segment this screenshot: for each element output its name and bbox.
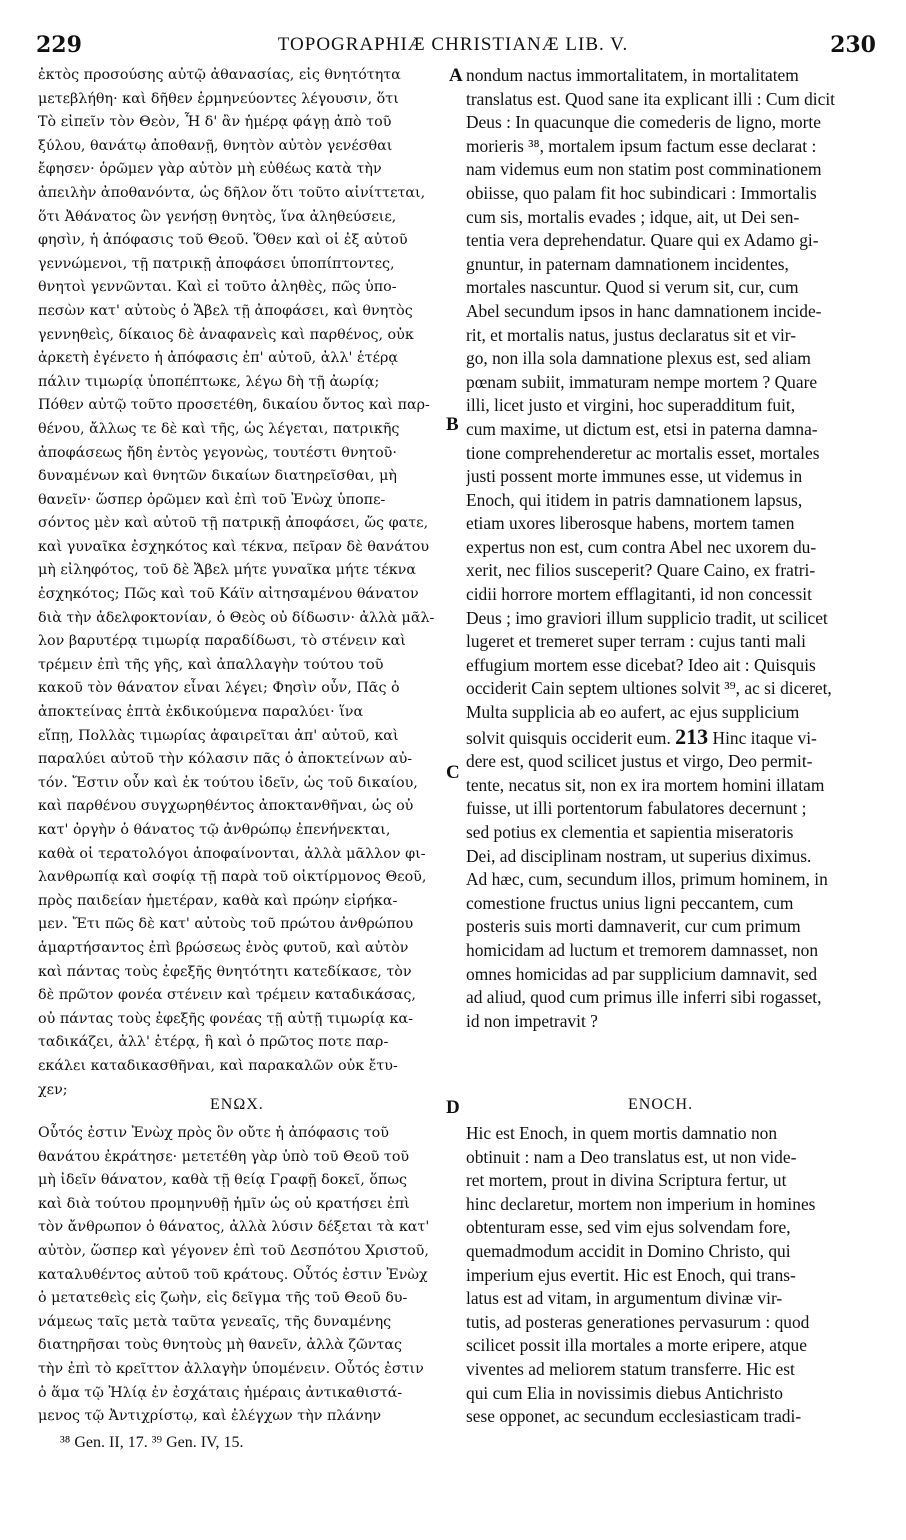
text-line: ὅτι Ἀθάνατος ὢν γενήσῃ θνητὸς, ἵνα ἀληθεύσειε, xyxy=(38,208,397,225)
text-line xyxy=(466,559,874,583)
text-line: γεννηθεὶς, δίκαιος δὲ ἀναφανεὶς καὶ παρθένος, οὐκ xyxy=(38,326,414,343)
text-line xyxy=(466,868,874,892)
text-line-content: mortales nascuntur. Quod si verum sit, cur, cum xyxy=(466,277,799,298)
text-line: αὐτὸν, ὥσπερ καὶ γέγονεν ἐπὶ τοῦ Δεσπότου Χριστοῦ, xyxy=(38,1242,429,1259)
text-line: καταλυθέντος αὐτοῦ τοῦ κράτους. Οὗτός ἐστιν Ἐνὼχ xyxy=(38,1266,428,1283)
text-line xyxy=(466,442,874,466)
text-line: μὴ ἰδεῖν θάνατον, καθὰ τῇ θείᾳ Γραφῇ δοκεῖ, ὅπως xyxy=(38,1172,408,1189)
text-line-content: tente, necatus sit, non ex ira mortem homini illatam xyxy=(466,774,825,795)
text-line-content: justi possent morte immunes esse, ut videmus in xyxy=(466,466,803,487)
text-line: διατηρῆσαι τοὺς θνητοὺς μὴ θανεῖν, ἀλλὰ ζῶντας xyxy=(38,1337,403,1354)
text-line: ὁ ἅμα τῷ Ἠλίᾳ ἐν ἐσχάταις ἡμέραις ἀντικαθιστά- xyxy=(38,1384,403,1401)
text-line: πάλιν τιμωρίᾳ ὑποπέπτωκε, λέγω δὴ τῇ ἀωρίᾳ; xyxy=(38,373,380,390)
text-line xyxy=(466,607,874,631)
text-line: ταδικάζει, ἀλλ' ἑτέρᾳ, ἣ καὶ ὁ πρῶτος ποτε παρ- xyxy=(38,1034,389,1051)
text-line-content: effugium mortem esse dicebat? Ideo ait : Quisquis xyxy=(466,654,816,675)
text-line: χεν; xyxy=(38,1081,68,1098)
text-line xyxy=(466,1010,874,1034)
text-line-content: tione comprehenderetur ac mortalis esset, mortales xyxy=(466,442,820,463)
text-line: μεν. Ἔτι πῶς δὲ κατ' αὐτοὺς τοῦ πρώτου ἀνθρώπου xyxy=(38,916,414,933)
text-line-content: Multa supplicia ab eo aufert, ac ejus supplicium xyxy=(466,702,800,723)
text-line: quemadmodum accidit in Domino Christo, qui xyxy=(466,1240,791,1261)
text-line: φησὶν, ἡ ἀπόφασις τοῦ Θεοῦ. Ὅθεν καὶ οἱ ἐξ αὐτοῦ xyxy=(38,232,408,249)
text-line: qui cum Elia in novissimis diebus Antichristo xyxy=(466,1382,783,1403)
text-line-content: translatus est. Quod sane ita explicant illi : Cum dicit xyxy=(466,88,835,109)
text-line: Hic est Enoch, in quem mortis damnatio non xyxy=(466,1123,778,1143)
text-line: νάμεως ταῖς μετὰ ταῦτα γενεαῖς, τῆς δυναμένης xyxy=(38,1313,392,1330)
text-line: παραλύει αὐτοῦ τὴν κόλασιν πᾶς ὁ ἀποκτείνων αὐ- xyxy=(38,751,413,768)
text-line xyxy=(466,654,874,678)
text-line: λανθρωπίᾳ καὶ σοφίᾳ τῇ παρὰ τοῦ οἰκτίρμονος Θεοῦ, xyxy=(38,869,427,886)
text-line xyxy=(466,300,874,324)
text-line-content: rit, et mortalis natus, justus declaratus sit et vir- xyxy=(466,324,797,345)
text-line: πεσὼν κατ' αὐτοὺς ὁ Ἄβελ τῇ ἀποφάσει, καὶ θνητὸς xyxy=(38,302,413,319)
text-line xyxy=(466,821,874,845)
text-line-content: illi, licet justo et virgini, hoc superadditum fuit, xyxy=(466,395,796,416)
text-line: Τὸ εἰπεῖν τὸν Θεὸν, Ἧ δ' ἂν ἡμέρᾳ φάγῃ ἀπὸ τοῦ xyxy=(38,114,392,131)
text-line: Οὗτός ἐστιν Ἐνὼχ πρὸς ὃν οὔτε ἡ ἀπόφασις τοῦ xyxy=(38,1125,389,1141)
text-line xyxy=(466,465,874,489)
section-heading-greek: ΕΝΩΧ. xyxy=(210,1096,264,1113)
text-line-content: homicidam ad luctum et tremorem damnasset, non xyxy=(466,939,819,960)
section-marker-d: D xyxy=(446,1097,460,1118)
text-line xyxy=(466,892,874,916)
text-line: δυναμένων καὶ θνητῶν δικαίων διατηρεῖσθαι, μὴ xyxy=(38,468,397,485)
text-line-content: nondum nactus immortalitatem, in mortalitatem xyxy=(466,65,799,85)
text-line: εἴπῃ, Πολλὰς τιμωρίας ἀφαιρεῖται ἀπ' αὐτοῦ, καὶ xyxy=(38,727,399,744)
text-line: ἔφησεν· ὁρῶμεν γὰρ αὐτὸν μὴ εὐθέως κατὰ τὴν xyxy=(38,161,382,178)
text-line: Πόθεν αὐτῷ τοῦτο προσετέθη, δικαίου ὄντος καὶ παρ- xyxy=(38,397,430,414)
text-line-content: Ad hæc, cum, secundum illos, primum hominem, in xyxy=(466,869,828,890)
text-line-content: posteris suis morti damnaverit, cur cum primum xyxy=(466,916,801,937)
text-line-content: expertus non est, cum contra Abel nec uxorem du- xyxy=(466,536,817,557)
text-line-content: morieris ³⁸, mortalem ipsum factum esse declarat : xyxy=(466,135,817,156)
greek-column-bottom xyxy=(38,1122,448,1429)
margin-number: 213 xyxy=(675,724,709,749)
text-line: κατ' ὀργὴν ὁ θάνατος τῷ ἀνθρώπῳ ἐπενήνεκται, xyxy=(38,822,391,838)
running-title: TOPOGRAPHIÆ CHRISTIANÆ LIB. V. xyxy=(277,34,629,55)
text-line: obtinuit : nam a Deo translatus est, ut non vide- xyxy=(466,1146,797,1167)
text-line: τὸν ἄνθρωπον ὁ θάνατος, ἀλλὰ λύσιν δέξεται τὰ κατ' xyxy=(38,1219,430,1236)
text-line xyxy=(466,677,874,701)
text-line xyxy=(466,489,874,513)
text-line: τὴν ἐπὶ τὸ κρεῖττον ἀλλαγὴν ὑπομένειν. Οὗτός ἐστιν xyxy=(38,1360,424,1377)
text-line-content: id non impetravit ? xyxy=(466,1010,598,1031)
text-line: ξύλου, θανάτῳ ἀποθανῇ, θνητὸν αὐτὸν γενέσθαι xyxy=(38,137,393,154)
text-line xyxy=(466,371,874,395)
text-line-content: Hinc itaque vi- xyxy=(712,727,817,748)
text-line: sese opponet, ac secundum ecclesiasticam tradi- xyxy=(466,1406,802,1427)
text-line: obtenturam esse, sed vim ejus solvendam fore, xyxy=(466,1217,791,1238)
text-line xyxy=(466,88,874,112)
text-line xyxy=(466,182,874,206)
text-line: ἐκτὸς προσούσης αὐτῷ ἀθανασίας, εἰς θνητότητα xyxy=(38,67,401,83)
text-line: latus est ad vitam, in argumentum divinæ vir- xyxy=(466,1288,783,1309)
latin-column-bottom xyxy=(466,1122,874,1429)
text-line: καθὰ οἱ τερατολόγοι ἀποφαίνονται, ἀλλὰ μᾶλλον φι- xyxy=(38,845,426,862)
text-line: μενος τῷ Ἀντιχρίστῳ, καὶ ἐλέγχων τὴν πλάνην xyxy=(38,1408,382,1425)
text-line xyxy=(466,750,874,774)
text-line: θανάτου ἐκράτησε· μετετέθη γὰρ ὑπὸ τοῦ Θεοῦ τοῦ xyxy=(38,1148,410,1165)
text-line: κακοῦ τὸν θάνατον εἶναι λέγει; Φησὶν οὖν, Πᾶς ὁ xyxy=(38,680,400,697)
text-line-content: Abel secundum ipsos in hanc damnationem incide- xyxy=(466,300,822,321)
page-number-right: 230 xyxy=(830,32,876,58)
text-line: σόντος μὲν καὶ αὐτοῦ τῇ πατρικῇ ἀποφάσει, ὥς φατε, xyxy=(38,515,429,532)
text-line xyxy=(466,986,874,1010)
text-line-content: occiderit Cain septem ultiones solvit ³⁹, ac si diceret, xyxy=(466,678,832,699)
text-line-content: gnuntur, in paternam damnationem incidentes, xyxy=(466,253,789,274)
text-line-content: comestione fructus unius ligni peccantem, cum xyxy=(466,892,794,913)
text-line-content: Enoch, qui itidem in patris damnationem lapsus, xyxy=(466,489,803,510)
text-line xyxy=(466,725,874,751)
text-line xyxy=(466,276,874,300)
page-number-left: 229 xyxy=(36,32,82,58)
text-line xyxy=(466,324,874,348)
text-line-content: Deus ; imo graviori illum supplicio tradit, ut scilicet xyxy=(466,607,828,628)
text-line-content: solvit quisquis occiderit eum. xyxy=(466,727,671,748)
text-line xyxy=(466,418,874,442)
text-line: καὶ γυναῖκα ἐσχηκότος καὶ τέκνα, πεῖραν δὲ θανάτου xyxy=(38,538,430,555)
text-line-content: cum sis, mortalis evades ; idque, ait, ut Dei sen- xyxy=(466,206,800,227)
text-line xyxy=(466,135,874,159)
text-line-content: omnes homicidas ad par supplicium damnavit, sed xyxy=(466,963,818,984)
text-line-content: cidii horrore mortem efflagitanti, id non concessit xyxy=(466,584,812,605)
text-line: καὶ διὰ τούτου προμηνυθῇ ἡμῖν ὡς οὐ κρατήσει ἐπὶ xyxy=(38,1195,410,1212)
text-line-content: dere est, quod scilicet justus et virgo, Deo permit- xyxy=(466,751,813,772)
text-line: ret mortem, prout in divina Scriptura fertur, ut xyxy=(466,1170,787,1191)
greek-column-top xyxy=(38,64,448,1102)
text-line-content: Dei, ad disciplinam nostram, ut superius diximus. xyxy=(466,845,812,866)
text-line: ἀποκτείνας ἑπτὰ ἐκδικούμενα παραλύει· ἵνα xyxy=(38,704,364,721)
section-marker-b: B xyxy=(446,414,459,435)
text-line: θανεῖν· ὥσπερ ὁρῶμεν καὶ ἐπὶ τοῦ Ἐνὼχ ὑποπε- xyxy=(38,491,386,508)
text-line: εκάλει καταδικασθῆναι, καὶ παρακαλῶν οὐκ ἔτυ- xyxy=(38,1057,398,1074)
text-line-content: obiisse, quo palam fit hoc subindicari : Immortalis xyxy=(466,182,817,203)
text-line-content: sed potius ex clementia et sapientia miseratoris xyxy=(466,822,794,842)
section-marker-a: A xyxy=(449,65,463,86)
text-line xyxy=(466,701,874,725)
text-line xyxy=(466,774,874,798)
page-header xyxy=(30,32,876,62)
text-line xyxy=(466,845,874,869)
text-line: ἀπειλὴν ἀποθανόντα, ὡς δῆλον ὅτι τοῦτο αἰνίττεται, xyxy=(38,184,426,201)
text-line: hinc declaretur, mortem non imperium in homines xyxy=(466,1193,816,1214)
text-line-content: etiam uxores liberosque habens, mortem tamen xyxy=(466,513,795,534)
text-line xyxy=(466,206,874,230)
text-line-content: cum maxime, ut dictum est, etsi in paterna damna- xyxy=(466,418,818,439)
text-line: καὶ πάντας τοὺς ἐφεξῆς θνητότητι κατεδίκασε, τὸν xyxy=(38,963,412,980)
text-line: viventes ad meliorem statum transferre. Hic est xyxy=(466,1358,795,1379)
text-line xyxy=(466,536,874,560)
text-line: θνητοὶ γεννῶνται. Καὶ εἰ τοῦτο ἀληθὲς, πῶς ὑπο- xyxy=(38,279,397,296)
text-line: ἀρκετὴ ἐγένετο ἡ ἀπόφασις ἐπ' αὐτοῦ, ἀλλ' ἑτέρᾳ xyxy=(38,350,399,367)
text-line xyxy=(466,64,874,88)
text-line: ὁ μετατεθεὶς εἰς ζωὴν, εἰς δεῖγμα τῆς τοῦ Θεοῦ δυ- xyxy=(38,1290,408,1307)
text-line-content: nam videmus eum non statim post comminationem xyxy=(466,159,822,180)
text-line xyxy=(466,347,874,371)
text-line xyxy=(466,158,874,182)
text-line: ἐσχηκότος; Πῶς καὶ τοῦ Κάϊν αἰτησαμένου θάνατον xyxy=(38,586,419,603)
text-line-content: ad aliud, quod cum primus ille inferri sibi rogasset, xyxy=(466,987,822,1008)
text-line xyxy=(466,229,874,253)
text-line: οὐ πάντας τοὺς ἐφεξῆς φονέας τῇ αὐτῇ τιμωρίᾳ κα- xyxy=(38,1010,413,1027)
text-line: scilicet possit illa mortales a morte eripere, atque xyxy=(466,1335,807,1356)
text-line: καὶ παρθένου συγχωρηθέντος ἀποκτανθῆναι, ὡς οὐ xyxy=(38,798,414,815)
footnotes: ³⁸ Gen. II, 17. ³⁹ Gen. IV, 15. xyxy=(60,1434,244,1451)
text-line: ἁμαρτήσαντος ἐπὶ βρώσεως ἑνὸς φυτοῦ, καὶ αὐτὸν xyxy=(38,939,409,956)
section-marker-c: C xyxy=(446,762,460,783)
text-line xyxy=(466,797,874,821)
text-line-content: lugeret et tremeret super terram : cujus tanti mali xyxy=(466,631,806,652)
text-line xyxy=(466,394,874,418)
text-line xyxy=(466,512,874,536)
text-line xyxy=(466,630,874,654)
text-line xyxy=(466,963,874,987)
text-line-content: xerit, nec filios susceperit? Quare Caino, ex fratri- xyxy=(466,560,816,581)
text-line: δὲ πρῶτον φονέα στένειν καὶ τρέμειν καταδικάσας, xyxy=(38,987,416,1004)
text-line: γεννώμενοι, τῇ πατρικῇ ἀποφάσει ὑποπίπτοντες, xyxy=(38,255,395,272)
text-line: θένου, ἄλλως τε δὲ καὶ τῆς, ὡς λέγεται, πατρικῆς xyxy=(38,420,400,437)
text-line-content: fuisse, ut illi portentorum fabulatores decernunt ; xyxy=(466,798,807,819)
text-line: τόν. Ἔστιν οὖν καὶ ἐκ τούτου ἰδεῖν, ὡς τοῦ δικαίου, xyxy=(38,774,418,791)
text-line: imperium ejus evertit. Hic est Enoch, qui trans- xyxy=(466,1264,796,1285)
text-line: tutis, ad posteras generationes pervasurum : quod xyxy=(466,1311,810,1332)
text-line xyxy=(466,111,874,135)
text-line: μετεβλήθη· καὶ δῆθεν ἑρμηνεύοντες λέγουσιν, ὅτι xyxy=(38,90,399,107)
text-line xyxy=(466,583,874,607)
text-line xyxy=(466,253,874,277)
text-line: τρέμειν ἐπὶ τῆς γῆς, καὶ ἀπαλλαγὴν τούτου τοῦ xyxy=(38,656,384,673)
text-line xyxy=(466,915,874,939)
text-line: διὰ τὴν ἀδελφοκτονίαν, ὁ Θεὸς οὐ δίδωσιν· ἀλλὰ μᾶλ- xyxy=(38,609,435,626)
text-line-content: tentia vera deprehendatur. Quare qui ex Adamo gi- xyxy=(466,230,819,251)
text-line xyxy=(466,939,874,963)
text-line-content: go, non illa sola damnatione plexus est, sed aliam xyxy=(466,348,811,369)
latin-column-top xyxy=(466,64,874,1033)
text-line-content: pœnam subiit, immaturam nempe mortem ? Quare xyxy=(466,371,818,392)
text-line: λον βαρυτέρᾳ τιμωρίᾳ παραδίδωσι, τὸ στένειν καὶ xyxy=(38,633,406,650)
text-line: ἀποφάσεως ἤδη ἐντὸς γεγονὼς, τουτέστι θνητοῦ· xyxy=(38,444,397,461)
text-line-content: Deus : In quacunque die comederis de ligno, morte xyxy=(466,112,821,133)
section-heading-latin: ENOCH. xyxy=(628,1096,694,1113)
text-line: μὴ εἰληφότος, τοῦ δὲ Ἄβελ μήτε γυναῖκα μήτε τέκνα xyxy=(38,562,416,579)
text-line: πρὸς παιδείαν ἡμετέραν, καθὰ καὶ πρώην εἰρήκα- xyxy=(38,892,398,909)
